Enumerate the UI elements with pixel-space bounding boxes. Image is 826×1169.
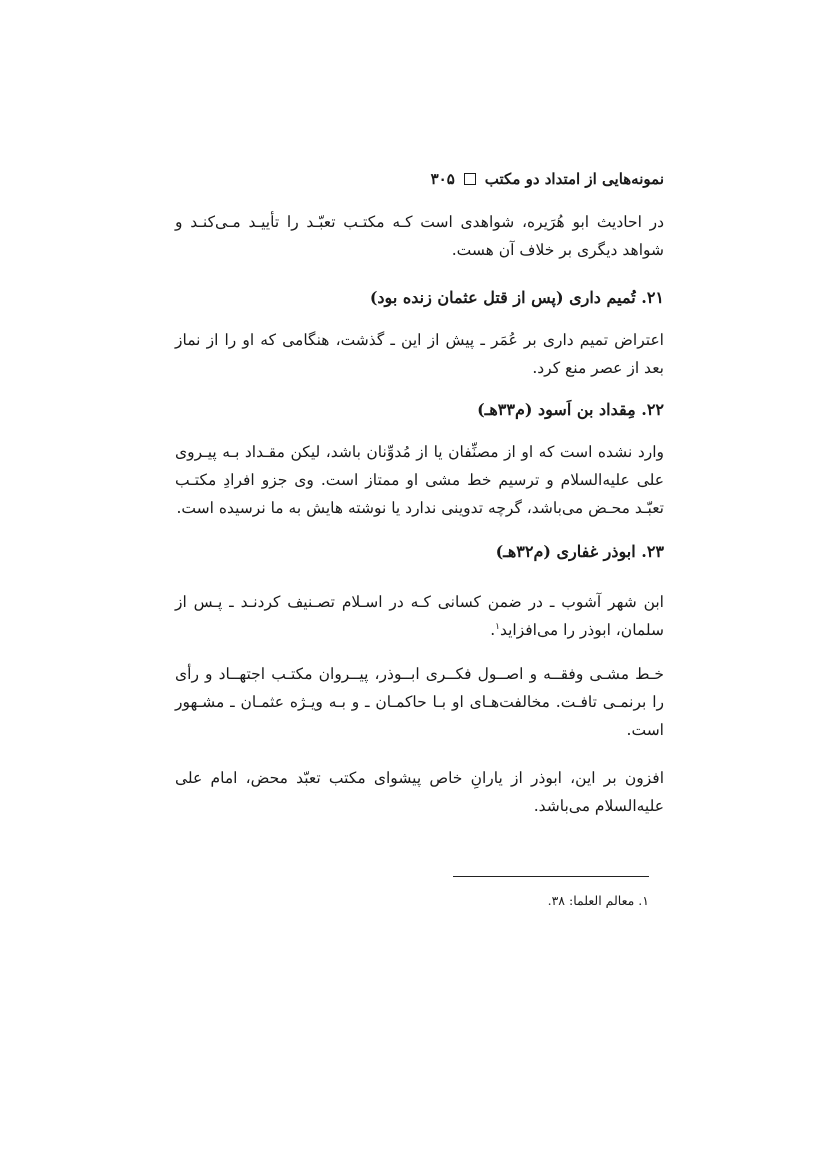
header-title: نمونه‌هایی از امتداد دو مکتب [484, 170, 664, 188]
heading-23: ۲۳. ابوذر غفاری (م۳۲هـ) [495, 542, 664, 561]
paragraph-23a-end: . [490, 621, 496, 639]
heading-21: ۲۱. تُمیم داری (پس از قتل عثمان زنده بود) [369, 288, 664, 307]
page-number: ۳۰۵ [430, 170, 455, 188]
heading-22: ۲۲. مِقداد بن اَسود (م۳۳هـ) [477, 400, 664, 419]
paragraph-intro: در احادیث ابو هُرَیره، شواهدی است کـه مکتـب تعبّـد را تأییـد مـی‌کنـد و شواهد دیگری بر خلاف آن هست. [175, 213, 664, 259]
header-square-icon [464, 173, 476, 185]
paragraph-23a-text: ابن شهر آشوب ـ در ضمن کسانی کـه در اسـلام تصـنیف کردنـد ـ پـس از سلمان، ابوذر را می‌افزاید [175, 593, 664, 639]
footnote: ۱. معالم العلما: ۳۸. [547, 893, 649, 908]
paragraph-23c: افزون بر این، ابوذر از یارانِ خاص پیشوای مکتب تعبّد محض، امام علی علیه‌السلام می‌باشد. [175, 769, 664, 815]
paragraph-22: وارد نشده است که او از مصنِّفان یا از مُدوِّنان باشد، لیکن مقـداد بـه پیـروی علی علیه‌السلام و ترسیم خط مشی او ممتاز است. وی جزو افرادِ مکتـب تعبّـد محـض می‌باشد، گرچه تدوینی ندارد یا نوشته هایش به ما نرسیده است. [175, 443, 664, 517]
footnote-ref: ۱ [495, 621, 500, 632]
running-header [175, 170, 664, 188]
paragraph-23b: خـط مشـی وفقــه و اصــول فکــری ابــوذر، پیــروان مکتـب اجتهــاد و رأی را برنمـی تافـت. مخالفت‌هـای او بـا حاکمـان ـ و بـه ویـژه عثمـان ـ مشـهور است. [175, 665, 664, 739]
paragraph-21: اعتراض تمیم داری بر عُمَر ـ پیش از این ـ گذشت، هنگامی که او را از نماز بعد از عصر منع کرد. [175, 331, 664, 377]
paragraph-23a [175, 588, 664, 644]
footnote-divider [453, 876, 649, 877]
body-text [175, 208, 664, 264]
